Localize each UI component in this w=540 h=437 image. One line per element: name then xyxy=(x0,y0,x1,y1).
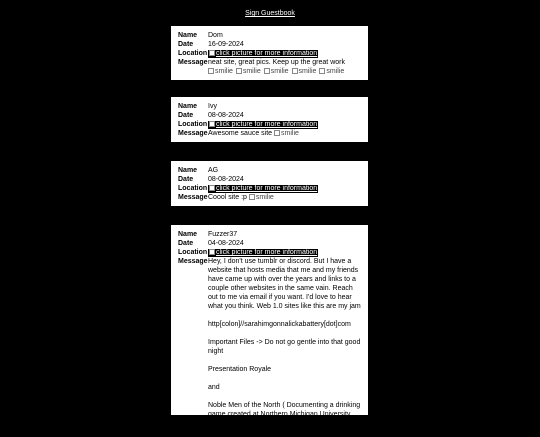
location-link-text: click picture for more information xyxy=(216,50,318,57)
guestbook-entry xyxy=(171,26,368,80)
sign-guestbook-link[interactable]: Sign Guestbook xyxy=(245,10,295,17)
entry-message xyxy=(208,257,363,437)
smilie-icon: smilie xyxy=(236,68,261,75)
location-link[interactable] xyxy=(208,50,318,58)
location-link-text: click picture for more information xyxy=(216,185,318,192)
message-paragraph: Hey, I don't use tumblr or discord. But I have a website that hosts media that me and my friends have came up with over the years and links to a couple other websites in the same vain. Reach out to me via email if you want. I'd love to hear what you think. Web 1.0 sites like this are my jam xyxy=(208,258,361,310)
entry-message xyxy=(208,129,363,138)
sign-guestbook-container xyxy=(0,10,540,17)
location-label: Location xyxy=(178,249,208,256)
message-text: neat site, great pics. Keep up the great work xyxy=(208,59,345,66)
location-label: Location xyxy=(178,121,208,128)
name-label: Name xyxy=(178,167,198,174)
entry-date: 16-09-2024 xyxy=(208,41,244,48)
date-label: Date xyxy=(178,240,194,247)
message-label: Message xyxy=(178,258,208,265)
location-label: Location xyxy=(178,185,208,192)
broken-image-icon xyxy=(209,185,215,191)
smilie-icon: smilie xyxy=(208,68,233,75)
entry-name: Ivy xyxy=(208,103,217,110)
message-text: Coool site :p xyxy=(208,194,247,201)
location-link-text: click picture for more information xyxy=(216,249,318,256)
message-label: Message xyxy=(178,194,208,201)
guestbook-entry xyxy=(171,161,368,206)
message-paragraph: Noble Men of the North ( Documenting a drinking game created at Northern Michigan University, and insured several times at Oakland University in xyxy=(208,402,361,436)
message-label: Message xyxy=(178,59,208,66)
entry-name: Fuzzer37 xyxy=(208,231,238,238)
date-label: Date xyxy=(178,112,194,119)
entry-date: 08-08-2024 xyxy=(208,176,244,183)
name-label: Name xyxy=(178,103,198,110)
name-label: Name xyxy=(178,32,198,39)
smilie-icon: smilie xyxy=(274,130,299,137)
smilie-icon: smilie xyxy=(292,68,317,75)
date-label: Date xyxy=(178,176,194,183)
location-link[interactable] xyxy=(208,185,318,193)
message-paragraph: Presentation Royale xyxy=(208,366,272,373)
date-label: Date xyxy=(178,41,194,48)
location-label: Location xyxy=(178,50,208,57)
location-link[interactable] xyxy=(208,249,318,257)
message-paragraph: and xyxy=(208,384,220,391)
guestbook-entry xyxy=(171,225,368,436)
entry-name: AG xyxy=(208,167,219,174)
entry-date: 04-08-2024 xyxy=(208,240,244,247)
entry-date: 08-08-2024 xyxy=(208,112,244,119)
broken-image-icon xyxy=(209,249,215,255)
location-link[interactable] xyxy=(208,121,318,129)
entry-name: Dom xyxy=(208,32,223,39)
message-paragraph: Important Files -> Do not go gentle into that good night xyxy=(208,339,361,355)
entry-message xyxy=(208,193,363,202)
guestbook-entry xyxy=(171,97,368,142)
name-label: Name xyxy=(178,231,198,238)
message-label: Message xyxy=(178,130,208,137)
broken-image-icon xyxy=(209,121,215,127)
smilie-icon: smilie xyxy=(249,194,274,201)
smilie-icon: smilie xyxy=(319,68,344,75)
entry-message xyxy=(208,58,363,76)
message-text: Awesome sauce site xyxy=(208,130,273,137)
message-paragraph: http[colon]//sarahimgonnalickabattery[dot]com xyxy=(208,321,351,328)
smilie-icon: smilie xyxy=(264,68,289,75)
broken-image-icon xyxy=(209,50,215,56)
location-link-text: click picture for more information xyxy=(216,121,318,128)
